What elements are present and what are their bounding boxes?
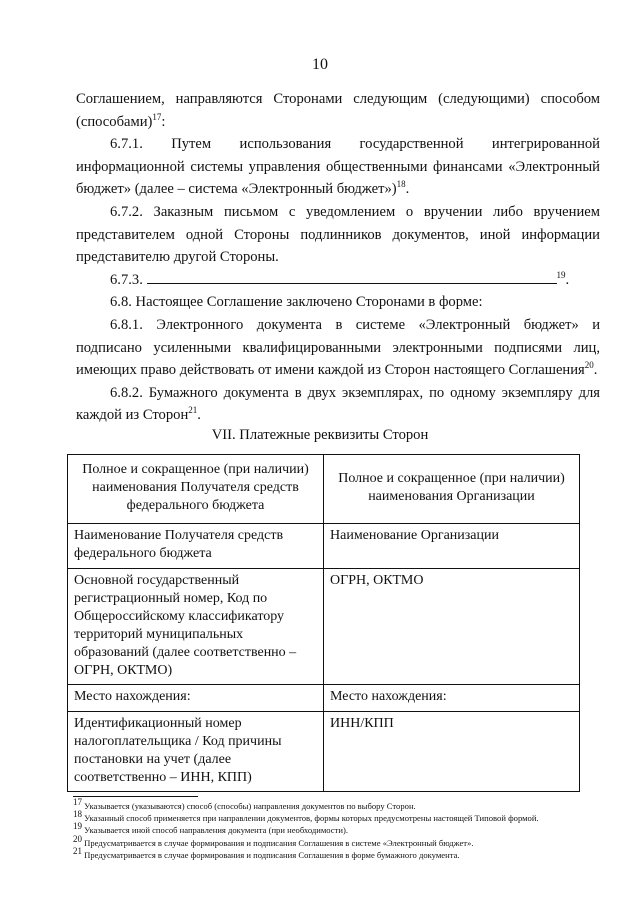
table-cell: ОГРН, ОКТМО xyxy=(324,569,580,685)
footnote: $^{21}$ Предусматривается в случае формирования и подписания Соглашения в форме бумажного документа. xyxy=(73,845,460,860)
table-cell: ИНН/КПП xyxy=(324,712,580,792)
paragraph-6-7-1: 6.7.1. Путем использования государственной интегрированной информационной системы управления общественными финансами «Электронный бюджет» (далее – система «Электронный бюджет»)$^{18}$. xyxy=(76,136,600,198)
table-cell: Наименование Организации xyxy=(324,524,580,569)
table-row xyxy=(68,712,580,792)
paragraph-intro: Соглашением, направляются Сторонами следующим (следующими) способом (способами)$^{17}$: xyxy=(76,91,600,130)
section-heading: VII. Платежные реквизиты Сторон xyxy=(211,427,429,443)
table-header-cell: Полное и сокращенное (при наличии) наименования Получателя средств федерального бюджета xyxy=(68,455,324,524)
requisites-table xyxy=(67,454,580,792)
blank-line xyxy=(147,269,557,284)
table-row xyxy=(68,524,580,569)
footnote: $^{18}$ Указанный способ применяется при направлении документов, формы которых предусмотрены настоящей Типовой формой. xyxy=(73,809,539,824)
footnotes xyxy=(73,797,613,861)
table-cell: Наименование Получателя средств федерального бюджета xyxy=(68,524,324,569)
table-header-row xyxy=(68,455,580,524)
table-cell: Идентификационный номер налогоплательщика / Код причины постановки на учет (далее соответственно – ИНН, КПП) xyxy=(68,712,324,792)
table-cell: Место нахождения: xyxy=(68,685,324,712)
table-row xyxy=(68,569,580,685)
footnote: $^{20}$ Предусматривается в случае формирования и подписания Соглашения в системе «Электронный бюджет». xyxy=(73,833,474,848)
table-cell: Место нахождения: xyxy=(324,685,580,712)
table-header-cell: Полное и сокращенное (при наличии) наименования Организации xyxy=(324,455,580,524)
paragraph-6-8: 6.8. Настоящее Соглашение заключено Сторонами в форме: xyxy=(110,294,483,311)
paragraph-6-8-1: 6.8.1. Электронного документа в системе «Электронный бюджет» и подписано усиленными квалифицированными электронными подписями лиц, имеющих право действовать от имени каждой из Сторон настоящего Соглашения$^{20}$. xyxy=(76,316,600,379)
footnote: $^{17}$ Указывается (указываются) способ (способы) направления документов по выбору Сторон. xyxy=(73,797,416,811)
table-cell: Основной государственный регистрационный номер, Код по Общероссийскому классификатору территорий муниципальных образований (далее соответственно – ОГРН, ОКТМО) xyxy=(68,569,324,685)
footnote: $^{19}$ Указывается иной способ направления документа (при необходимости). xyxy=(73,821,348,836)
paragraph-6-7-2: 6.7.2. Заказным письмом с уведомлением о вручении либо вручением представителем одной Стороны подлинников документов, иной информации представителю другой Стороны. xyxy=(76,203,600,266)
table-row xyxy=(68,685,580,712)
paragraph-6-7-3: 6.7.3. $^{19}$. xyxy=(110,269,570,288)
body-text xyxy=(76,88,600,427)
footnote-separator xyxy=(73,796,198,797)
paragraph-6-8-2: 6.8.2. Бумажного документа в двух экземплярах, по одному экземпляру для каждой из Сторон$^{21}$. xyxy=(76,384,600,424)
page-number: 10 xyxy=(312,56,328,73)
